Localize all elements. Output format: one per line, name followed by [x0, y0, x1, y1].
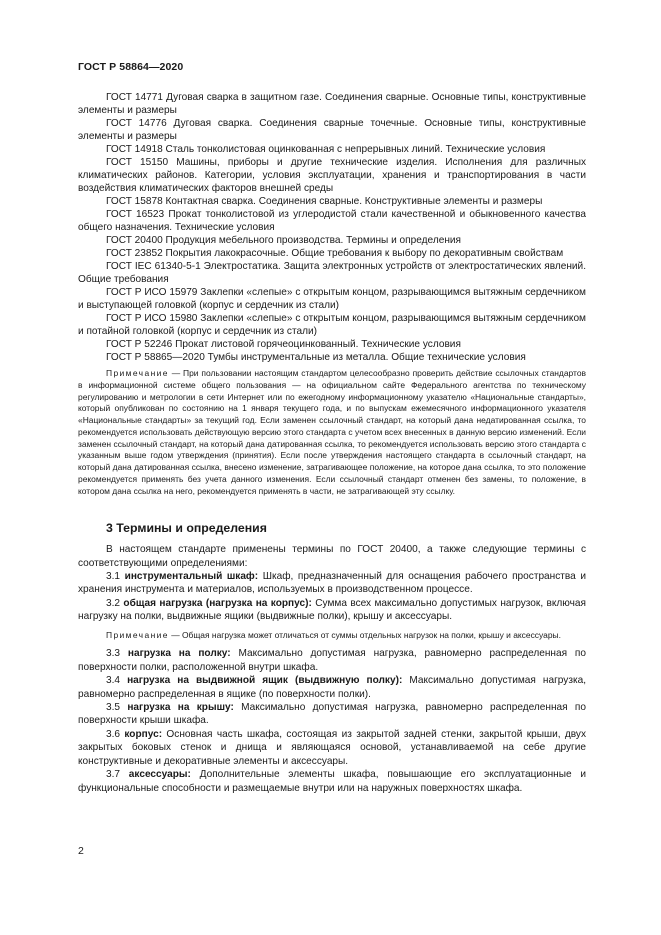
term-3-2 — [78, 597, 586, 624]
term-3-4 — [78, 674, 586, 701]
reference-item: ГОСТ 16523 Прокат тонколистовой из углеродистой стали качественной и обыкновенного качества общего назначения. Технические условия — [78, 209, 586, 233]
note-label: Примечание — [106, 368, 169, 378]
term-number: 3.4 — [106, 675, 128, 687]
terms-section-body — [78, 543, 586, 795]
references-note — [78, 368, 586, 497]
term-number: 3.7 — [106, 769, 129, 781]
term-3-3 — [78, 647, 586, 674]
section-intro: В настоящем стандарте применены термины по ГОСТ 20400, а также следующие термины с соответствующими определениями: — [78, 544, 586, 569]
reference-item: ГОСТ IEC 61340-5-1 Электростатика. Защита электронных устройств от электростатических явлений. Общие требования — [78, 261, 586, 285]
reference-item: ГОСТ 14918 Сталь тонколистовая оцинкованная с непрерывных линий. Технические условия — [106, 144, 546, 155]
reference-item: ГОСТ Р ИСО 15979 Заклепки «слепые» с открытым концом, разрывающимся вытяжным сердечником и выступающей головкой (корпус и сердечник из стали) — [78, 287, 586, 311]
term-name: общая нагрузка (нагрузка на корпус): — [123, 597, 312, 609]
document-code-header: ГОСТ Р 58864—2020 — [78, 61, 184, 73]
page-number: 2 — [78, 845, 84, 857]
note-label: Примечание — [106, 629, 169, 640]
normative-references-list — [78, 91, 586, 364]
reference-item: ГОСТ 23852 Покрытия лакокрасочные. Общие требования к выбору по декоративным свойствам — [106, 248, 564, 259]
term-name: нагрузка на полку: — [127, 648, 231, 660]
reference-item: ГОСТ Р 52246 Прокат листовой горячеоцинкованный. Технические условия — [106, 339, 461, 350]
term-definition: Максимально допустимая нагрузка, равномерно распределенная в ящике (по поверхности полки). — [78, 675, 587, 700]
reference-item: ГОСТ 15150 Машины, приборы и другие технические изделия. Исполнения для различных климатических районов. Категории, условия эксплуатации, хранения и транспортирования в части воздействия климатических факторов внешней среды — [78, 157, 586, 194]
reference-item: ГОСТ 15878 Контактная сварка. Соединения сварные. Конструктивные элементы и размеры — [106, 196, 543, 207]
term-number: 3.6 — [106, 728, 125, 740]
term-3-1 — [78, 570, 586, 597]
term-3-7 — [78, 768, 586, 795]
term-3-5 — [78, 701, 586, 728]
term-name: инструментальный шкаф: — [124, 571, 259, 583]
term-3-6 — [78, 728, 586, 768]
reference-item: ГОСТ 14771 Дуговая сварка в защитном газе. Соединения сварные. Основные типы, конструктивные элементы и размеры — [78, 92, 586, 116]
section-title: 3 Термины и определения — [106, 521, 267, 536]
reference-item: ГОСТ Р 58865—2020 Тумбы инструментальные из металла. Общие технические условия — [106, 352, 526, 363]
term-number: 3.2 — [106, 597, 124, 609]
term-number: 3.1 — [106, 571, 125, 583]
term-name: корпус: — [124, 728, 163, 740]
term-number: 3.3 — [106, 648, 128, 660]
term-3-2-note — [78, 630, 586, 642]
term-name: аксессуары: — [128, 769, 191, 781]
reference-item: ГОСТ Р ИСО 15980 Заклепки «слепые» с открытым концом, разрывающимся вытяжным сердечником и потайной головкой (корпус и сердечник из стали) — [78, 313, 586, 337]
term-definition: Дополнительные элементы шкафа, повышающие его эксплуатационные и функциональные способности и размещаемые внутри или на наружных поверхностях шкафа. — [78, 769, 587, 794]
term-definition: Шкаф, предназначенный для оснащения рабочего пространства и хранения инструмента и материалов, используемых в производственном процессе. — [78, 571, 586, 596]
term-definition: Основная часть шкафа, состоящая из закрытой задней стенки, закрытой крыши, двух закрытых боковых стенок и днища и являющаяся основой, устанавливаемой на себе другие конструктивные и декоративные элементы и аксессуары. — [78, 728, 587, 767]
term-number: 3.5 — [106, 702, 128, 714]
note-text: — При пользовании настоящим стандартом целесообразно проверить действие ссылочных стандартов в информационной системе общего пользования — на официальном сайте Федерального агентства по техническому регулированию и метрологии в сети Интернет или по ежегодному информационному указателю «Национальные стандарты», который опубликован по состоянию на 1 января текущего года, и по выпускам ежемесячного информационного указателя «Национальные стандарты» за текущий год. Если заменен ссылочный стандарт, на который дана недатированная ссылка, то рекомендуется использовать действующую версию этого стандарта с учетом всех внесенных в данную версию изменений. Если заменен ссылочный стандарт, на который дана датированная ссылка, то рекомендуется использовать версию этого стандарта с указанным выше годом утверждения (принятия). Если после утверждения настоящего стандарта в ссылочный стандарт, на который дана датированная ссылка, внесено изменение, затрагивающее положение, на которое дана ссылка, то это положение рекомендуется применять без учета данного изменения. Если ссылочный стандарт отменен без замены, то положение, в котором дана ссылка на него, рекомендуется применять в части, не затрагивающей эту ссылку. — [78, 368, 586, 496]
term-definition: Сумма всех максимально допустимых нагрузок, включая нагрузку на полки, выдвижные ящики (выдвижные полки), крышу и аксессуары. — [78, 597, 586, 623]
term-definition: Максимально допустимая нагрузка, равномерно распределенная по поверхности крыши шкафа. — [78, 702, 586, 727]
reference-item: ГОСТ 14776 Дуговая сварка. Соединения сварные точечные. Основные типы, конструктивные элементы и размеры — [78, 118, 586, 142]
term-name: нагрузка на выдвижной ящик (выдвижную полку): — [127, 675, 403, 687]
note-text: — Общая нагрузка может отличаться от суммы отдельных нагрузок на полки, крышу и аксессуары. — [168, 629, 561, 640]
term-definition: Максимально допустимая нагрузка, равномерно распределенная по поверхности полки, расположенной внутри шкафа. — [78, 648, 586, 673]
reference-item: ГОСТ 20400 Продукция мебельного производства. Термины и определения — [106, 235, 461, 246]
term-name: нагрузка на крышу: — [127, 702, 234, 714]
page-content — [78, 91, 586, 795]
